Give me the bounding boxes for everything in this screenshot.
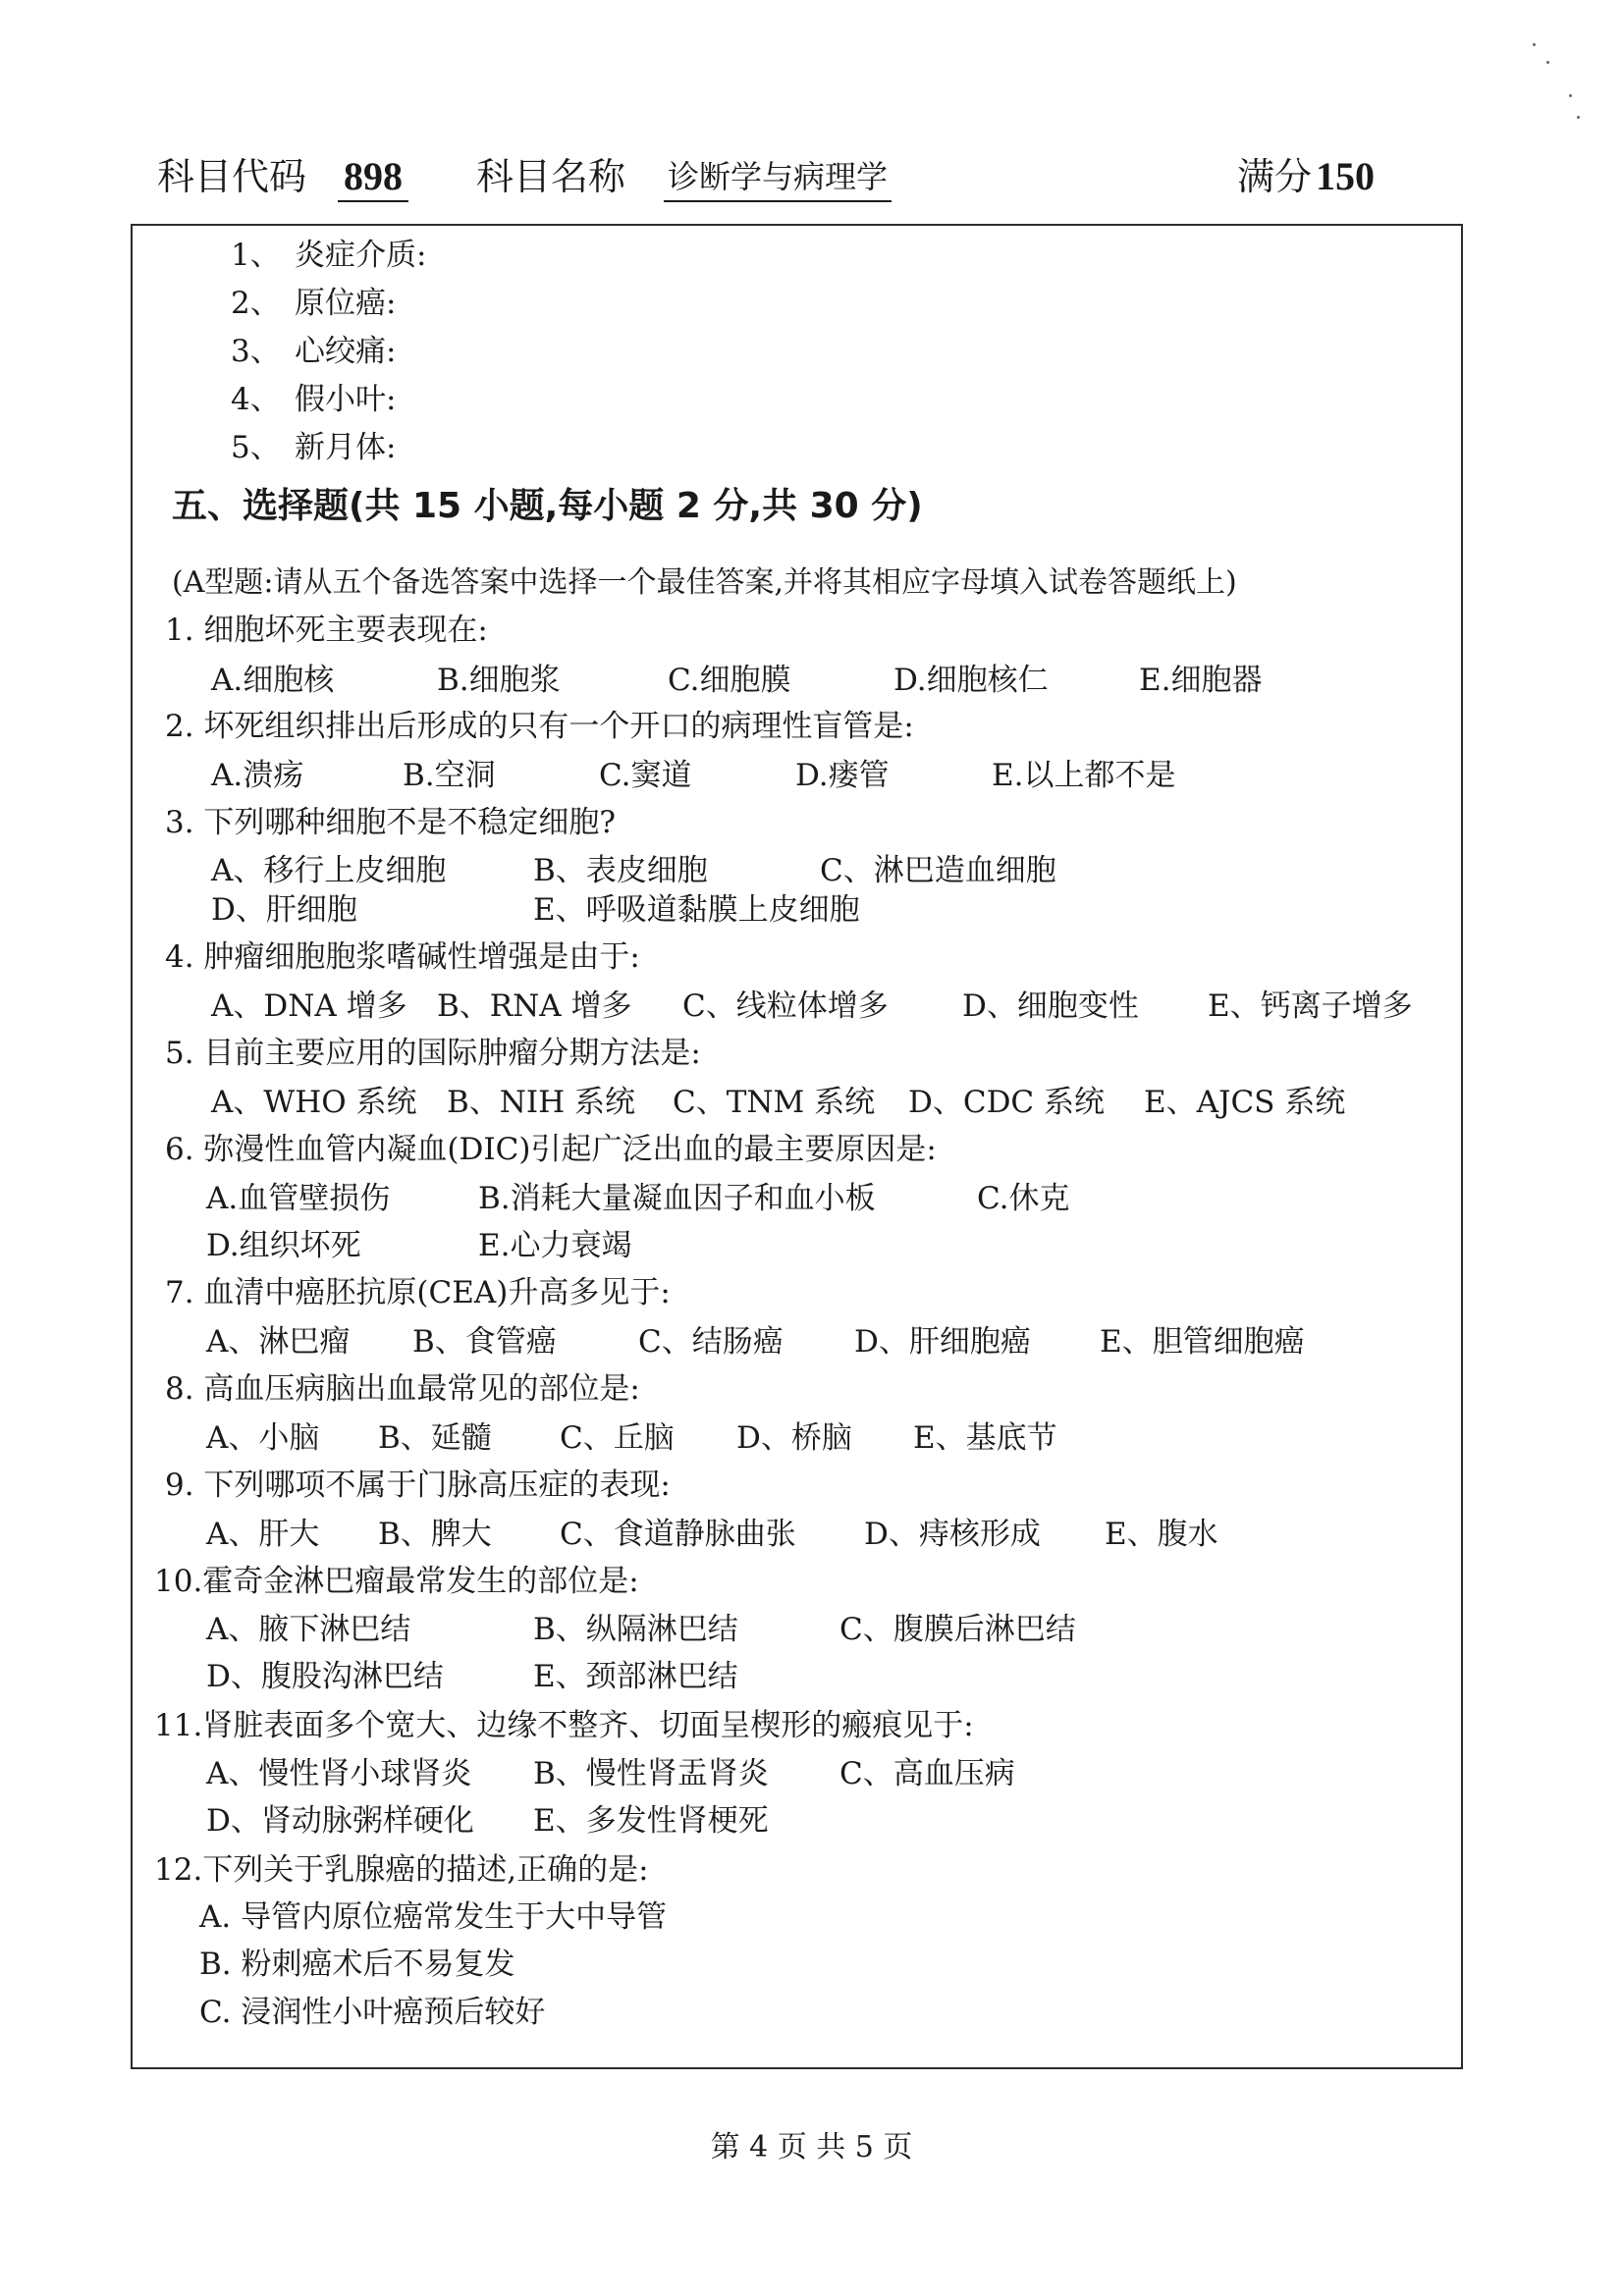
answer-option: A.血管壁损伤 <box>206 1181 391 1216</box>
answer-option: D、细胞变性 <box>962 988 1139 1024</box>
answer-option: C、丘脑 <box>560 1420 675 1456</box>
term-number: 5、 <box>231 430 281 465</box>
subject-code: 898 <box>344 147 403 206</box>
answer-option: B、表皮细胞 <box>533 853 708 888</box>
full-score-label: 满分 <box>1237 155 1313 198</box>
scan-speck <box>1533 43 1536 46</box>
answer-option: C.细胞膜 <box>668 663 791 698</box>
answer-option: A、淋巴瘤 <box>206 1324 351 1360</box>
term-number: 1、 <box>231 238 281 273</box>
answer-option: B.空洞 <box>403 758 496 793</box>
answer-option: E.以上都不是 <box>992 758 1176 793</box>
answer-option: B、食管癌 <box>412 1324 557 1360</box>
answer-option: C、腹膜后淋巴结 <box>839 1612 1076 1647</box>
answer-option: B.消耗大量凝血因子和血小板 <box>478 1181 876 1216</box>
answer-option: D、肝细胞癌 <box>854 1324 1031 1360</box>
answer-option: C、结肠癌 <box>638 1324 784 1360</box>
answer-option: E、AJCS 系统 <box>1144 1085 1346 1120</box>
term-item <box>231 428 397 467</box>
subject-name-label: 科目名称 <box>476 155 626 198</box>
question-stem: 7. 血清中癌胚抗原(CEA)升高多见于: <box>165 1275 671 1310</box>
answer-option: B、RNA 增多 <box>437 988 632 1024</box>
answer-option: E、呼吸道黏膜上皮细胞 <box>533 892 860 928</box>
answer-option: D.组织坏死 <box>206 1228 361 1263</box>
subject-code-label: 科目代码 <box>157 155 307 198</box>
answer-option: B、慢性肾盂肾炎 <box>533 1756 769 1791</box>
answer-option: A.细胞核 <box>211 663 335 698</box>
answer-option: E、钙离子增多 <box>1208 988 1413 1024</box>
question-stem: 4. 肿瘤细胞胞浆嗜碱性增强是由于: <box>165 939 640 975</box>
question-stem: 3. 下列哪种细胞不是不稳定细胞? <box>165 805 617 840</box>
term-text: 假小叶: <box>295 382 397 417</box>
answer-option: A、慢性肾小球肾炎 <box>206 1756 472 1791</box>
answer-option: C、线粒体增多 <box>682 988 889 1024</box>
answer-option: A、肝大 <box>206 1517 320 1552</box>
term-item <box>231 236 427 275</box>
question-stem: 11.肾脏表面多个宽大、边缘不整齐、切面呈楔形的瘢痕见于: <box>154 1708 974 1743</box>
answer-option: B.细胞浆 <box>437 663 561 698</box>
section-title: 五、选择题(共 15 小题,每小题 2 分,共 30 分) <box>172 486 923 526</box>
question-stem: 5. 目前主要应用的国际肿瘤分期方法是: <box>165 1036 701 1071</box>
answer-option: D.细胞核仁 <box>893 663 1049 698</box>
answer-option: D、CDC 系统 <box>908 1085 1106 1120</box>
section-instructions: (A型题:请从五个备选答案中选择一个最佳答案,并将其相应字母填入试卷答题纸上) <box>172 565 1237 600</box>
question-stem: 12.下列关于乳腺癌的描述,正确的是: <box>154 1852 649 1888</box>
answer-option: A、移行上皮细胞 <box>211 853 447 888</box>
answer-option: C. 浸润性小叶癌预后较好 <box>199 1995 546 2030</box>
answer-option: B、延髓 <box>378 1420 492 1456</box>
answer-option: A. 导管内原位癌常发生于大中导管 <box>199 1899 668 1935</box>
scan-speck <box>1577 116 1580 119</box>
answer-option: C、TNM 系统 <box>673 1085 876 1120</box>
answer-option: B. 粉刺癌术后不易复发 <box>199 1947 515 1982</box>
term-number: 2、 <box>231 286 281 321</box>
answer-option: A、DNA 增多 <box>211 988 407 1024</box>
answer-option: E、颈部淋巴结 <box>533 1659 738 1694</box>
answer-option: B、脾大 <box>378 1517 492 1552</box>
answer-option: A、WHO 系统 <box>211 1085 417 1120</box>
answer-option: A、腋下淋巴结 <box>206 1612 411 1647</box>
answer-option: D、痔核形成 <box>864 1517 1041 1552</box>
answer-option: D、肾动脉粥样硬化 <box>206 1803 474 1839</box>
answer-option: E.心力衰竭 <box>478 1228 632 1263</box>
answer-option: B、纵隔淋巴结 <box>533 1612 738 1647</box>
answer-option: B、NIH 系统 <box>447 1085 636 1120</box>
answer-option: E、胆管细胞癌 <box>1100 1324 1305 1360</box>
question-stem: 8. 高血压病脑出血最常见的部位是: <box>165 1371 640 1407</box>
answer-option: D、腹股沟淋巴结 <box>206 1659 444 1694</box>
answer-option: C、食道静脉曲张 <box>560 1517 796 1552</box>
answer-option: D、肝细胞 <box>211 892 357 928</box>
answer-option: E、基底节 <box>913 1420 1057 1456</box>
answer-option: C、高血压病 <box>839 1756 1015 1791</box>
term-item <box>231 380 397 419</box>
term-text: 新月体: <box>295 430 397 465</box>
answer-option: D、桥脑 <box>736 1420 852 1456</box>
answer-option: A、小脑 <box>206 1420 320 1456</box>
subject-name: 诊断学与病理学 <box>668 147 888 206</box>
scan-speck <box>1546 61 1549 64</box>
exam-header <box>157 147 1404 206</box>
answer-option: C.休克 <box>977 1181 1070 1216</box>
answer-option: E、多发性肾梗死 <box>533 1803 769 1839</box>
answer-option: A.溃疡 <box>211 758 304 793</box>
term-item <box>231 332 397 371</box>
answer-option: E.细胞器 <box>1139 663 1263 698</box>
term-text: 心绞痛: <box>295 334 397 369</box>
question-stem: 2. 坏死组织排出后形成的只有一个开口的病理性盲管是: <box>165 709 914 744</box>
page-number: 第 4 页 共 5 页 <box>710 2130 913 2164</box>
answer-option: C.窦道 <box>599 758 692 793</box>
question-stem: 9. 下列哪项不属于门脉高压症的表现: <box>165 1468 671 1503</box>
question-stem: 1. 细胞坏死主要表现在: <box>165 613 488 648</box>
term-item <box>231 284 397 323</box>
answer-option: C、淋巴造血细胞 <box>820 853 1056 888</box>
scan-speck <box>1569 94 1572 97</box>
question-stem: 6. 弥漫性血管内凝血(DIC)引起广泛出血的最主要原因是: <box>165 1132 937 1167</box>
full-score: 150 <box>1316 154 1375 198</box>
answer-option: E、腹水 <box>1105 1517 1218 1552</box>
question-box <box>131 224 1463 2069</box>
answer-option: D.瘘管 <box>795 758 890 793</box>
term-text: 原位癌: <box>295 286 397 321</box>
term-number: 3、 <box>231 334 281 369</box>
term-number: 4、 <box>231 382 281 417</box>
question-stem: 10.霍奇金淋巴瘤最常发生的部位是: <box>154 1564 639 1599</box>
term-text: 炎症介质: <box>295 238 427 273</box>
